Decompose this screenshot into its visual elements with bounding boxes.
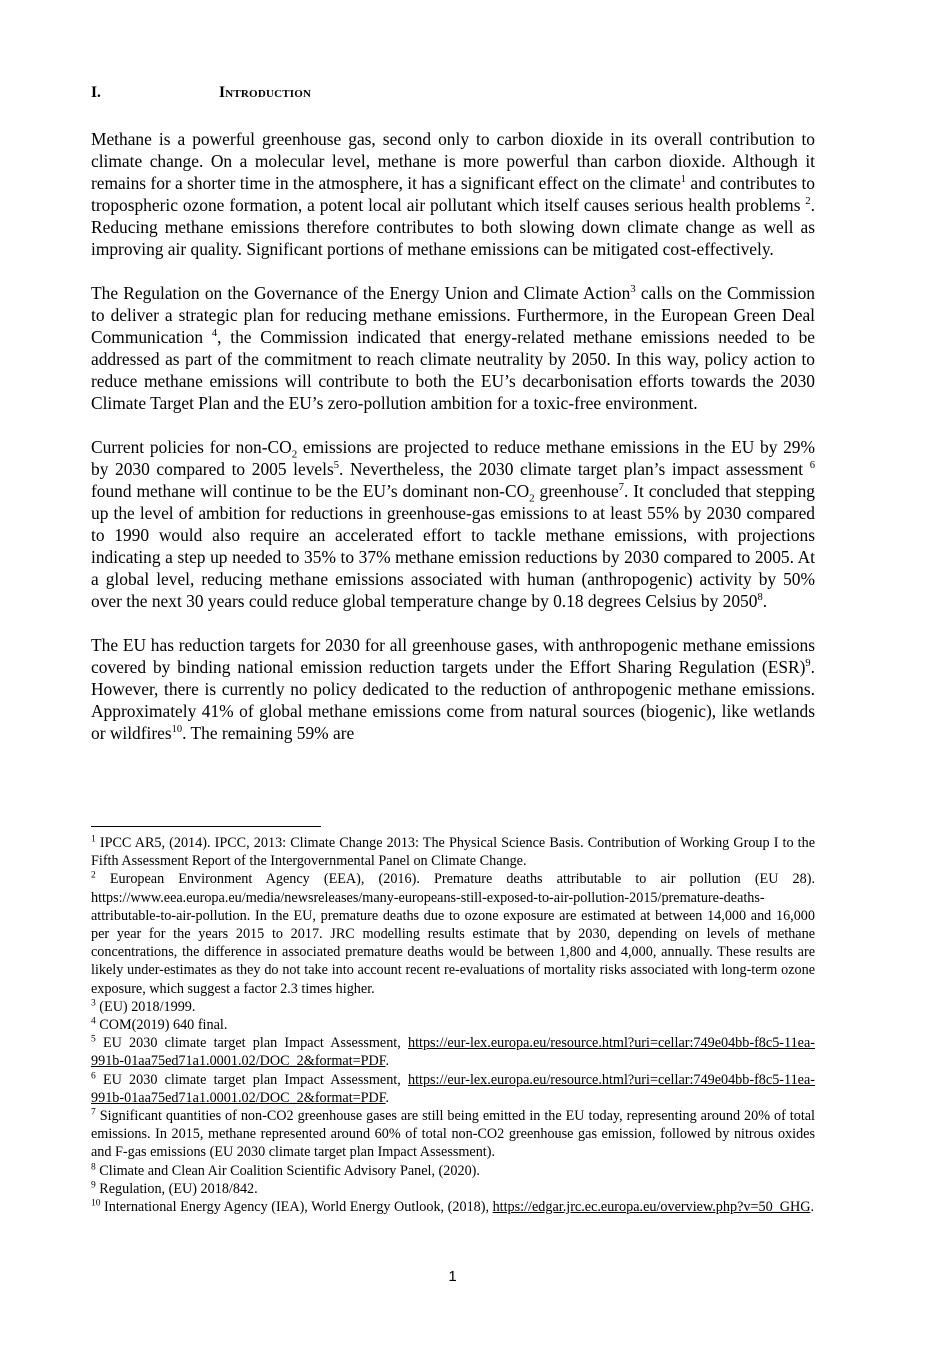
footnote-number: 5 xyxy=(91,1034,96,1045)
subscript: 2 xyxy=(529,492,535,505)
footnote-text: . xyxy=(385,1089,390,1106)
text-run: emissions are projected to reduce methane emissions in the EU by 29% by 2030 compared to 2005 levels xyxy=(91,437,815,479)
text-run: . xyxy=(762,591,768,611)
paragraph-4 xyxy=(91,634,815,744)
text-run: The Regulation on the Governance of the Energy Union and Climate Action xyxy=(91,283,631,303)
text-run: Current policies for non-CO xyxy=(91,437,292,457)
footnote-3 xyxy=(91,998,815,1016)
text-run: . The remaining 59% are xyxy=(182,723,355,743)
footnote-text: Significant quantities of non-CO2 greenhouse gases are still being emitted in the EU today, representing around 20% of total emissions. In 2015, methane represented around 60% of total non-CO2 greenhouse gas emission, followed by nitrous oxides and F-gas emissions (EU 2030 climate target plan Impact Assessment). xyxy=(91,1108,815,1161)
subscript: 2 xyxy=(291,448,298,461)
footnote-1 xyxy=(91,834,815,870)
footnote-6 xyxy=(91,1071,815,1107)
footnote-ref-4[interactable]: 4 xyxy=(211,328,218,340)
footnote-number: 1 xyxy=(91,834,96,845)
body-text xyxy=(91,128,815,766)
footnote-link[interactable]: https://edgar.jrc.ec.europa.eu/overview.php?v=50_GHG xyxy=(492,1199,811,1216)
section-heading xyxy=(91,84,815,102)
footnote-number: 8 xyxy=(91,1161,96,1172)
footnote-text: Climate and Clean Air Coalition Scientific Advisory Panel, (2020). xyxy=(95,1162,480,1179)
footnote-ref-2[interactable]: 2 xyxy=(805,196,811,208)
footnote-number: 3 xyxy=(91,998,96,1009)
text-run: greenhouse xyxy=(534,481,619,501)
footnote-4 xyxy=(91,1016,815,1034)
section-title: Introduction xyxy=(219,84,312,101)
text-run: , the Commission indicated that energy-related methane emissions needed to be addressed as part of the commitment to reach climate neutrality by 2050. In this way, policy action to reduce methane emissions will contribute to both the EU’s decarbonisation efforts towards the 2030 Climate Target Plan and the EU’s zero-pollution ambition for a toxic-free environment. xyxy=(91,327,815,413)
text-run: found methane will continue to be the EU’s dominant non-CO xyxy=(91,481,530,501)
footnote-number: 4 xyxy=(91,1016,96,1027)
footnote-number: 9 xyxy=(91,1180,96,1191)
text-run: . However, there is currently no policy dedicated to the reduction of anthropogenic methane emissions. Approximately 41% of global methane emissions come from natural sources (biogenic), like wetlands or wildfires xyxy=(91,657,815,743)
paragraph-3 xyxy=(91,436,815,612)
footnote-ref-6[interactable]: 6 xyxy=(809,460,815,472)
footnote-text: IPCC AR5, (2014). IPCC, 2013: Climate Change 2013: The Physical Science Basis. Contribution of Working Group I to the Fifth Assessment Report of the Intergovernmental Panel on Climate Change. xyxy=(91,835,815,870)
footnote-text: EU 2030 climate target plan Impact Assessment, xyxy=(95,1035,408,1052)
text-run: . It concluded that stepping up the level of ambition for reductions in greenhouse-gas emissions to at least 55% by 2030 compared to 1990 would also require an accelerated effort to tackle methane emissions, with projections indicating a step up needed to 35% to 37% methane emission reductions by 2030 compared to 2005. At a global level, reducing methane emissions associated with human (anthropogenic) activity by 50% over the next 30 years could reduce global temperature change by 0.18 degrees Celsius by 2050 xyxy=(91,481,815,611)
footnote-text: COM(2019) 640 final. xyxy=(95,1017,228,1034)
footnote-7 xyxy=(91,1107,815,1162)
footnote-ref-9[interactable]: 9 xyxy=(805,658,811,670)
text-run: . Reducing methane emissions therefore contributes to both slowing down climate change as well as improving air quality. Significant portions of methane emissions can be mitigated cost-effectively. xyxy=(91,195,815,259)
footnote-number: 2 xyxy=(91,870,96,881)
paragraph-1 xyxy=(91,128,815,260)
page-number: 1 xyxy=(448,1268,457,1285)
footnote-text: . xyxy=(810,1199,815,1216)
footnotes xyxy=(91,834,815,1216)
footnote-ref-5[interactable]: 5 xyxy=(333,460,339,472)
footnote-text: EU 2030 climate target plan Impact Assessment, xyxy=(95,1071,408,1088)
footnote-9 xyxy=(91,1180,815,1198)
footnote-ref-1[interactable]: 1 xyxy=(680,174,687,186)
paragraph-2 xyxy=(91,282,815,414)
text-run: . Nevertheless, the 2030 climate target plan’s impact assessment xyxy=(338,459,804,479)
footnote-number: 7 xyxy=(91,1107,96,1118)
text-run: and contributes to tropospheric ozone formation, a potent local air pollutant which itself causes serious health problems xyxy=(91,173,815,215)
footnote-text: . xyxy=(385,1053,390,1070)
footnote-separator xyxy=(91,826,321,827)
section-number: I. xyxy=(91,84,101,101)
footnote-text: International Energy Agency (IEA), World Energy Outlook, (2018), xyxy=(100,1199,493,1216)
footnote-number: 6 xyxy=(91,1070,96,1081)
footnote-text: European Environment Agency (EEA), (2016). Premature deaths attributable to air pollution (EU 28). https://www.eea.europa.eu/media/newsreleases/many-europeans-still-exposed-to-air-pollution-2015/premature-deaths-attributable-to-air-pollution. In the EU, premature deaths due to ozone exposure are estimated at between 14,000 and 16,000 per year for the years 2015 to 2017. JRC modelling results estimate that by 2030, depending on levels of methane concentrations, the difference in associated premature deaths would be between 1,800 and 4,000, annually. These results are likely under-estimates as they do not take into account recent re-evaluations of mortality risks associated with long-term ozone exposure, which suggest a factor 2.3 times higher. xyxy=(91,871,815,997)
footnote-text: Regulation, (EU) 2018/842. xyxy=(95,1180,258,1197)
footnote-5 xyxy=(91,1034,815,1070)
footnote-8 xyxy=(91,1162,815,1180)
footnote-ref-8[interactable]: 8 xyxy=(757,592,763,604)
footnote-ref-10[interactable]: 10 xyxy=(171,724,183,736)
footnote-10 xyxy=(91,1198,815,1216)
text-run: calls on the Commission to deliver a strategic plan for reducing methane emissions. Furthermore, in the European Green Deal Communication xyxy=(91,283,815,347)
footnote-link[interactable]: https://eur-lex.europa.eu/resource.html?uri=cellar:749e04bb-f8c5-11ea-991b-01aa75ed71a1.0001.02/DOC_2&format=PDF xyxy=(91,1035,815,1070)
text-run: The EU has reduction targets for 2030 for all greenhouse gases, with anthropogenic methane emissions covered by binding national emission reduction targets under the Effort Sharing Regulation (ESR) xyxy=(91,635,815,677)
footnote-link[interactable]: https://eur-lex.europa.eu/resource.html?uri=cellar:749e04bb-f8c5-11ea-991b-01aa75ed71a1.0001.02/DOC_2&format=PDF xyxy=(91,1071,815,1106)
footnote-text: (EU) 2018/1999. xyxy=(95,998,196,1015)
footnote-ref-3[interactable]: 3 xyxy=(630,284,636,296)
footnote-2 xyxy=(91,870,815,997)
footnote-number: 10 xyxy=(91,1198,101,1209)
footnote-ref-7[interactable]: 7 xyxy=(618,482,624,494)
text-run: Methane is a powerful greenhouse gas, second only to carbon dioxide in its overall contribution to climate change. On a molecular level, methane is more powerful than carbon dioxide. Although it remains for a shorter time in the atmosphere, it has a significant effect on the climate xyxy=(91,129,815,193)
